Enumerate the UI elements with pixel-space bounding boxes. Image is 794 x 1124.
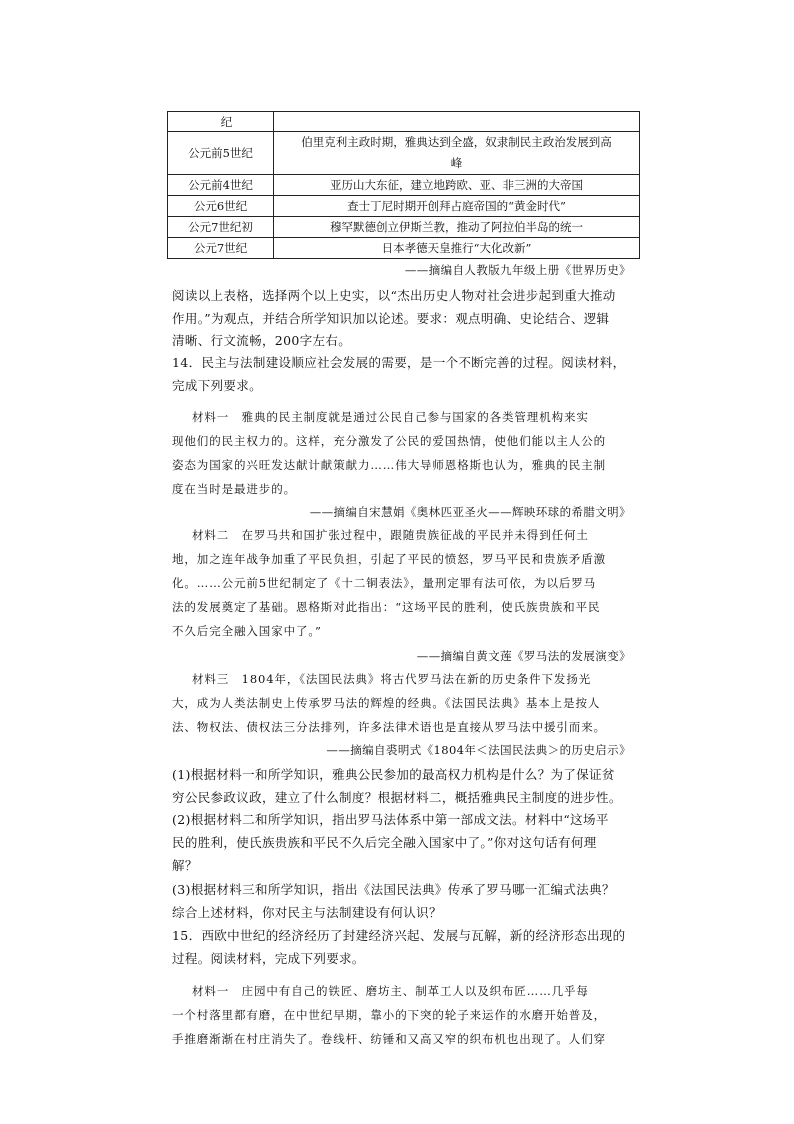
q14-material-2: 法的发展奠定了基础。恩格斯对此指出：“这场平民的胜利，使氏族贵族和平民	[172, 600, 601, 614]
table-row	[168, 112, 640, 132]
q14-material-3: 大，成为人类法制史上传承罗马法的辉煌的经典。《法国民法典》基本上是按人	[172, 696, 601, 710]
q14-material-1: 度在当时是最进步的。	[172, 482, 296, 496]
q14-sub-1: 穷公民参政议政，建立了什么制度？根据材料二，概括雅典民主制度的进步性。	[172, 790, 622, 805]
event-cell: 日本孝德天皇推行“大化改新”	[274, 238, 640, 259]
table-row	[168, 132, 640, 175]
event-cell	[274, 132, 640, 175]
era-cell: 公元前5世纪	[168, 132, 274, 175]
event-line: 伯里克利主政时期，雅典达到全盛，奴隶制民主政治发展到高	[301, 135, 612, 149]
history-events-table	[167, 111, 640, 259]
q14-material-3-source: ——摘编自裘明式《1804年＜法国民法典＞的历史启示》	[326, 743, 631, 757]
q14-sub-2: 解？	[172, 858, 198, 873]
event-cell: 穆罕默德创立伊斯兰教，推动了阿拉伯半岛的统一	[274, 217, 640, 238]
event-line: 峰	[450, 156, 463, 170]
q14-material-2: 不久后完全融入国家中了。”	[172, 624, 322, 638]
table-row	[168, 196, 640, 217]
q14-material-1-source: ——摘编自宋慧娟《奥林匹亚圣火——辉映环球的希腊文明》	[309, 505, 631, 519]
q14-material-1: 材料一 雅典的民主制度就是通过公民自己参与国家的各类管理机构来实	[192, 410, 589, 424]
q13-text: 清晰、行文流畅，200字左右。	[172, 333, 352, 348]
q13-text: 阅读以上表格，选择两个以上史实，以“杰出历史人物对社会进步起到重大推动	[172, 288, 616, 303]
table-source: ——摘编自人教版九年级上册《世界历史》	[404, 263, 631, 277]
q14-sub-2: 民的胜利，使氏族贵族和平民不久后完全融入国家中了。”你对这句话有何理	[172, 835, 597, 850]
q14-material-1: 姿态为国家的兴旺发达献计献策献力……伟大导师恩格斯也认为，雅典的民主制	[172, 458, 606, 472]
q15-stem: 过程。阅读材料，完成下列要求。	[172, 951, 365, 966]
era-cell: 公元7世纪	[168, 238, 274, 259]
event-cell	[274, 112, 640, 132]
q14-material-2: 材料二 在罗马共和国扩张过程中，跟随贵族征战的平民并未得到任何土	[192, 528, 589, 542]
q14-sub-3: (3)根据材料三和所学知识，指出《法国民法典》传承了罗马哪一汇编式法典？	[172, 882, 615, 897]
q14-material-1: 现他们的民主权力的。这样，充分激发了公民的爱国热情，使他们能以主人公的	[172, 434, 606, 448]
q14-sub-1: (1)根据材料一和所学知识，雅典公民参加的最高权力机构是什么？为了保证贫	[172, 767, 615, 782]
q14-stem: 完成下列要求。	[172, 378, 262, 393]
q14-stem: 14．民主与法制建设顺应社会发展的需要，是一个不断完善的过程。阅读材料，	[172, 355, 626, 370]
q15-material-1: 材料一 庄园中有自己的铁匠、磨坊主、制革工人以及织布匠……几乎每	[192, 984, 589, 998]
era-cell: 公元7世纪初	[168, 217, 274, 238]
q14-material-3: 法、物权法、债权法三分法排列，许多法律术语也是直接从罗马法中援引而来。	[172, 720, 606, 734]
table-row	[168, 217, 640, 238]
q14-sub-3: 综合上述材料，你对民主与法制建设有何认识？	[172, 905, 442, 920]
q14-sub-2: (2)根据材料二和所学知识，指出罗马法体系中第一部成文法。材料中“这场平	[172, 812, 609, 827]
q15-material-1: 手推磨渐渐在村庄消失了。卷线杆、纺锤和又高又窄的织布机也出现了。人们穿	[172, 1032, 606, 1046]
table-row	[168, 238, 640, 259]
table-row	[168, 175, 640, 196]
q14-material-3: 材料三 1804年，《法国民法典》将古代罗马法在新的历史条件下发扬光	[192, 672, 592, 686]
q14-material-2-source: ——摘编自黄文莲《罗马法的发展演变》	[416, 649, 631, 663]
era-cell: 公元前4世纪	[168, 175, 274, 196]
q14-material-2: 化。……公元前5世纪制定了《十二铜表法》，量刑定罪有法可依，为以后罗马	[172, 576, 597, 590]
event-cell: 亚历山大东征，建立地跨欧、亚、非三洲的大帝国	[274, 175, 640, 196]
q13-text: 作用。”为观点，并结合所学知识加以论述。要求：观点明确、史论结合、逻辑	[172, 311, 610, 326]
event-cell: 查士丁尼时期开创拜占庭帝国的“黄金时代”	[274, 196, 640, 217]
era-cell: 公元6世纪	[168, 196, 274, 217]
era-cell: 纪	[168, 112, 274, 132]
q14-material-2: 地，加之连年战争加重了平民负担，引起了平民的愤怒，罗马平民和贵族矛盾激	[172, 552, 606, 566]
q15-material-1: 一个村落里都有磨，在中世纪早期，靠小的下突的轮子来运作的水磨开始普及，	[172, 1008, 606, 1022]
q15-stem: 15．西欧中世纪的经济经历了封建经济兴起、发展与瓦解，新的经济形态出现的	[172, 928, 626, 943]
